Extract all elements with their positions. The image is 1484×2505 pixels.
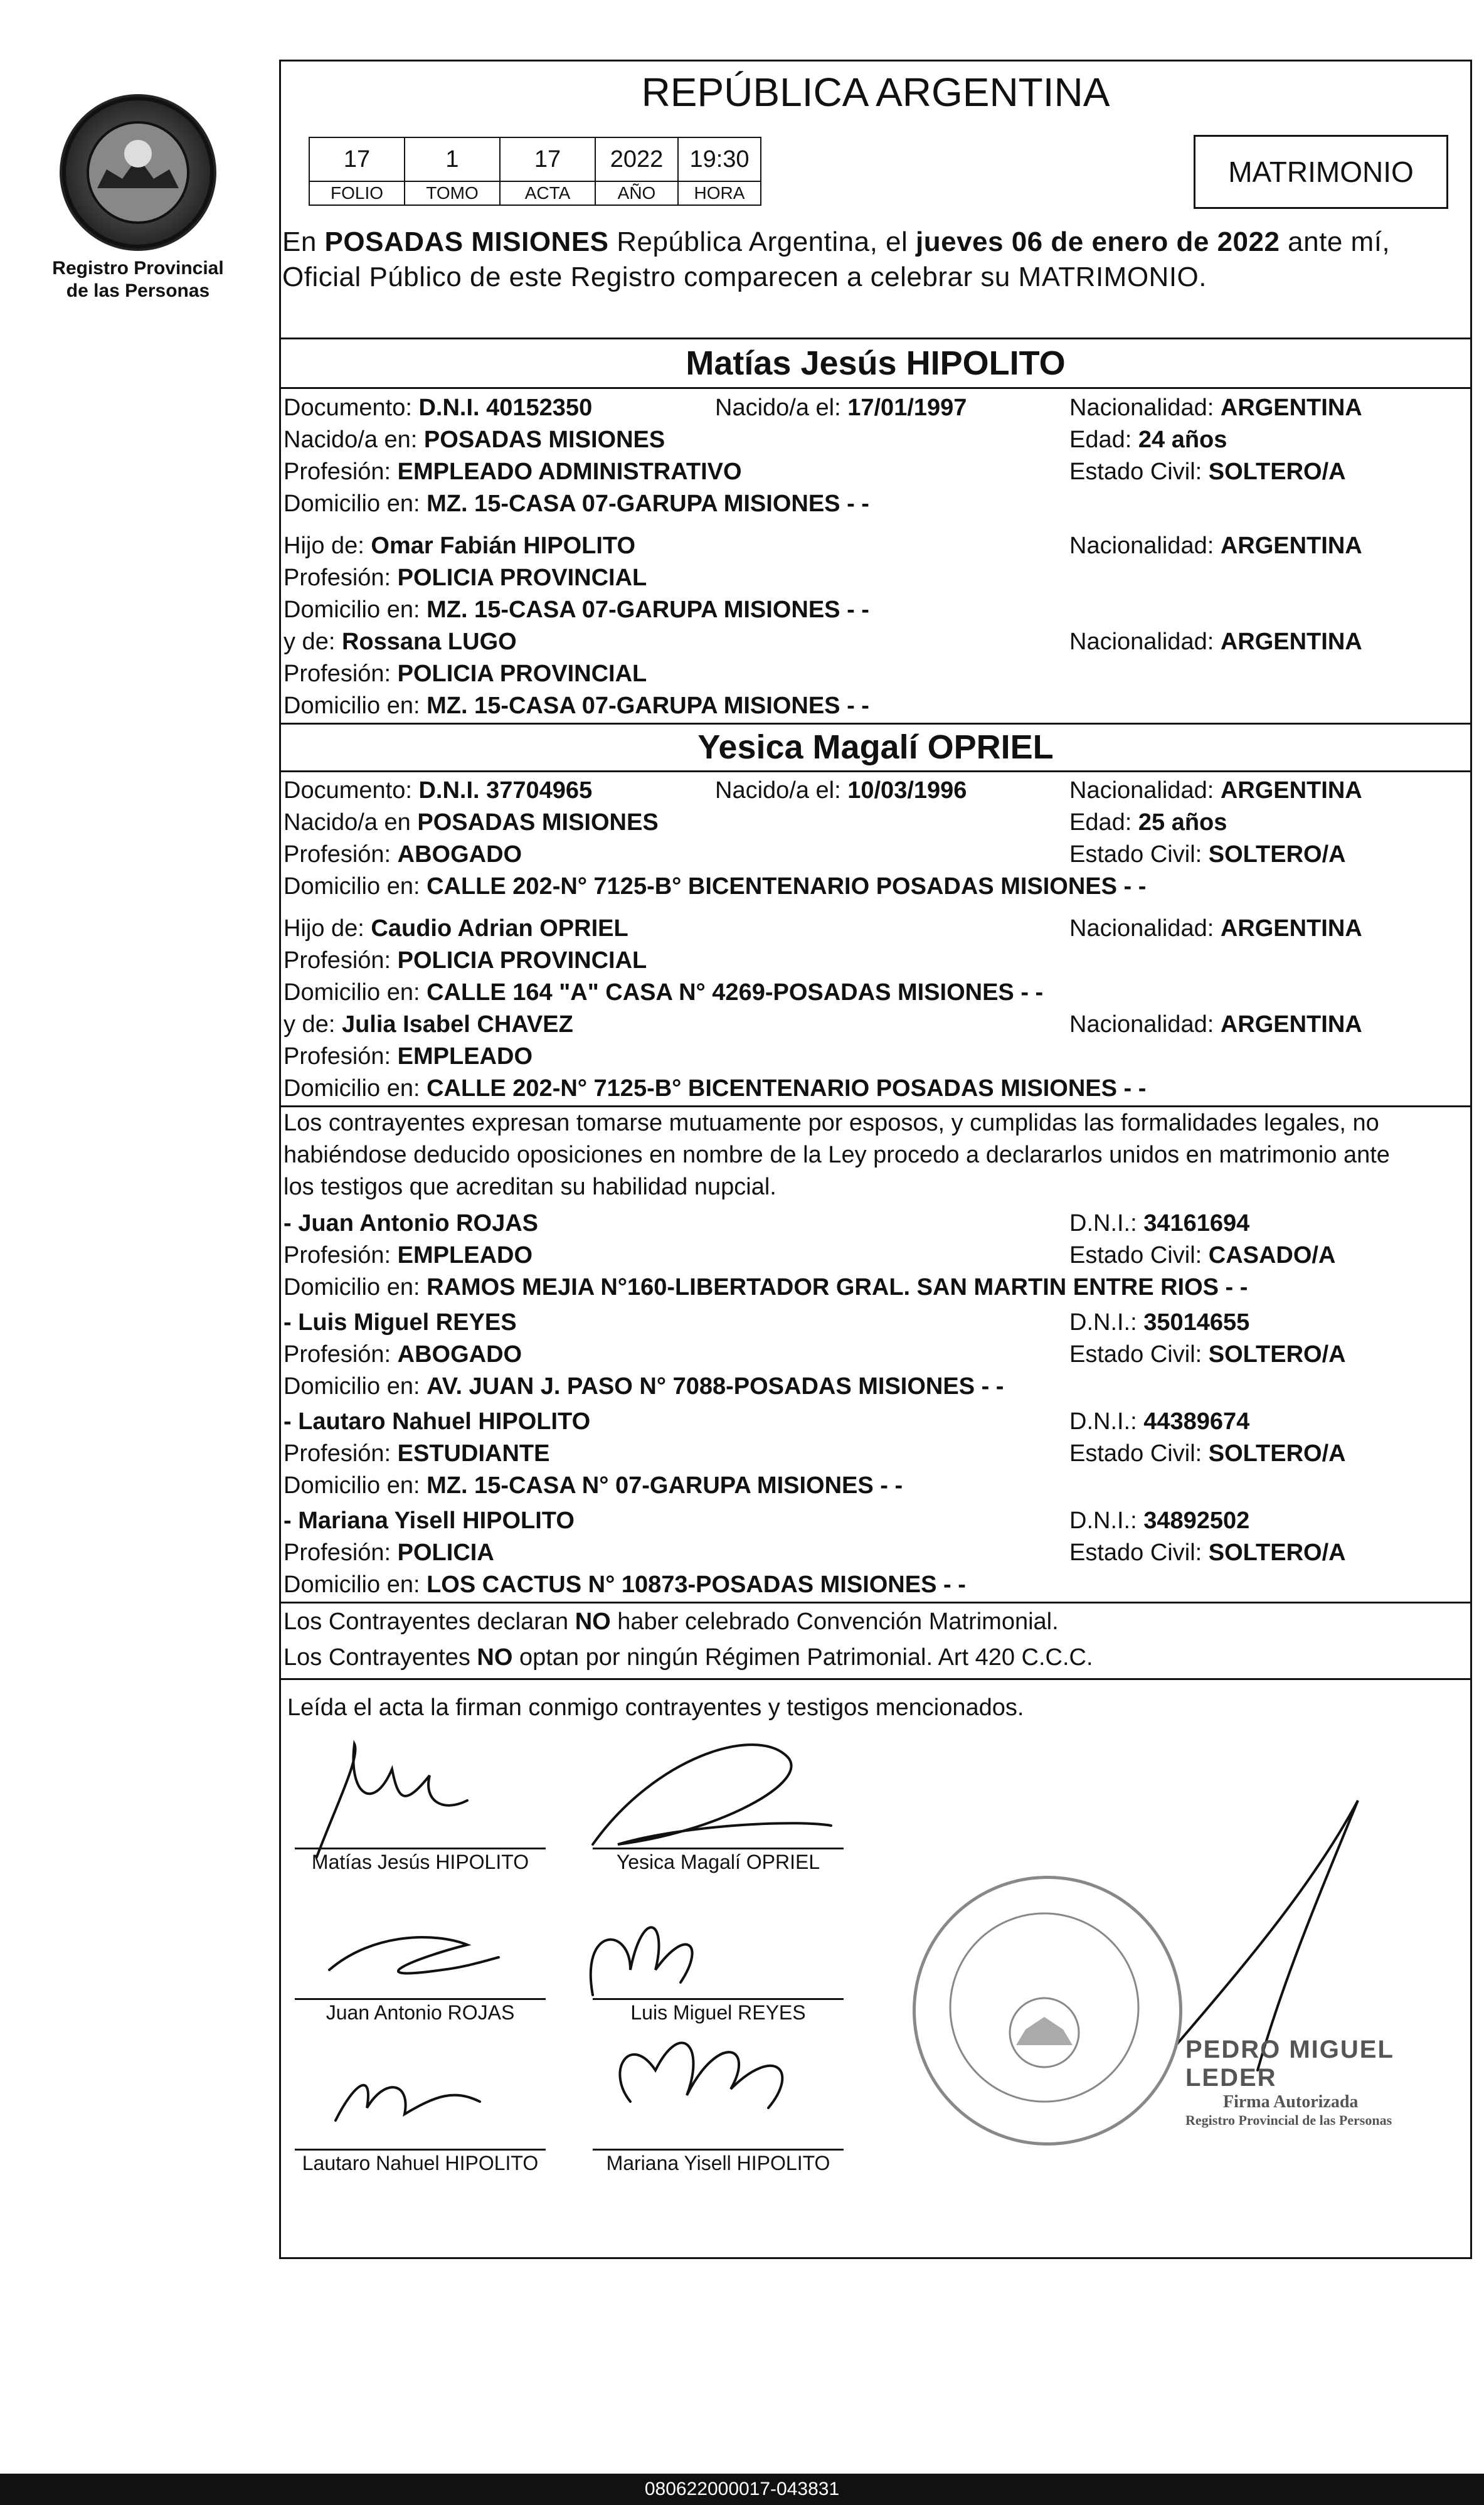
field-value: D.N.I. 40152350 xyxy=(418,395,593,421)
field-label: D.N.I.: xyxy=(1069,1210,1144,1237)
signature-6 xyxy=(620,2043,782,2108)
field-label: Nacionalidad: xyxy=(1069,629,1221,655)
field-value: D.N.I. 37704965 xyxy=(418,777,593,804)
field-label: Estado Civil: xyxy=(1069,459,1209,485)
field-value: CASADO/A xyxy=(1208,1242,1336,1268)
witness-3-name: - Lautaro Nahuel HIPOLITO xyxy=(284,1408,591,1435)
spouse1-age xyxy=(1069,424,1227,455)
declaration-line-3: los testigos que acreditan su habilidad nupcial. xyxy=(284,1174,776,1200)
witness-4-civil-status xyxy=(1069,1537,1346,1568)
tomo-value: 1 xyxy=(405,137,500,181)
spouse2-nationality xyxy=(1069,775,1362,806)
spouse1-civil-status xyxy=(1069,456,1346,487)
spouse2-born xyxy=(715,775,967,806)
signature-line xyxy=(295,1998,546,2000)
field-value: POLICIA PROVINCIAL xyxy=(397,661,647,687)
field-value: ARGENTINA xyxy=(1220,1011,1362,1038)
regime-text: Los Contrayentes xyxy=(284,1644,477,1671)
field-value: ARGENTINA xyxy=(1220,533,1362,559)
field-label: Estado Civil: xyxy=(1069,1440,1209,1467)
field-value: MZ. 15-CASA 07-GARUPA MISIONES - - xyxy=(427,597,869,623)
spouse1-mother-nationality xyxy=(1069,626,1362,657)
witness-3-profession xyxy=(284,1438,549,1469)
field-label: D.N.I.: xyxy=(1069,1508,1144,1534)
field-value: Rossana LUGO xyxy=(341,629,517,655)
field-label: Domicilio en: xyxy=(284,979,427,1006)
official-office: Registro Provincial de las Personas xyxy=(1185,2112,1392,2128)
field-value: CALLE 202-N° 7125-B° BICENTENARIO POSADAS MISIONES - - xyxy=(427,873,1147,900)
field-value: POLICIA PROVINCIAL xyxy=(397,947,647,974)
witness-3-dni xyxy=(1069,1406,1249,1437)
field-label: Estado Civil: xyxy=(1069,1540,1209,1566)
field-label: Edad: xyxy=(1069,427,1138,453)
spouse1-mother xyxy=(284,626,517,657)
field-label: Profesión: xyxy=(284,1440,398,1467)
spouse1-address xyxy=(284,488,869,519)
divider xyxy=(279,723,1472,725)
field-label: Hijo de: xyxy=(284,533,371,559)
spouse2-name: Yesica Magalí OPRIEL xyxy=(697,728,1054,766)
field-label: Nacionalidad: xyxy=(1069,777,1221,804)
field-label: y de: xyxy=(284,629,342,655)
divider xyxy=(279,1602,1472,1604)
spouse2-address xyxy=(284,871,1146,902)
signature-label-1: Matías Jesús HIPOLITO xyxy=(311,1851,529,1873)
intro-text: En xyxy=(282,226,325,257)
official-signature xyxy=(1176,1800,1358,2070)
witness-1-profession xyxy=(284,1240,533,1271)
spouse1-father-address xyxy=(284,594,869,625)
witness-2-civil-status xyxy=(1069,1339,1346,1370)
witness-2-dni xyxy=(1069,1307,1249,1338)
field-value: 25 años xyxy=(1138,809,1227,836)
witness-3-civil-status xyxy=(1069,1438,1346,1469)
field-label: Nacido/a el: xyxy=(715,777,848,804)
field-label: Domicilio en: xyxy=(284,1075,427,1102)
field-value: ARGENTINA xyxy=(1220,915,1362,942)
spouse1-mother-profession xyxy=(284,658,647,689)
field-value: MZ. 15-CASA N° 07-GARUPA MISIONES - - xyxy=(427,1472,903,1499)
field-label: Nacionalidad: xyxy=(1069,915,1221,942)
field-value: LOS CACTUS N° 10873-POSADAS MISIONES - - xyxy=(427,1572,966,1598)
field-label: Profesión: xyxy=(284,459,398,485)
folio-value: 17 xyxy=(309,137,405,181)
field-label: Documento: xyxy=(284,395,419,421)
field-value: SOLTERO/A xyxy=(1208,1540,1346,1566)
field-value: 34892502 xyxy=(1143,1508,1250,1534)
signatures-intro: Leída el acta la firman conmigo contrayentes y testigos mencionados. xyxy=(287,1694,1024,1721)
witness-1-dni xyxy=(1069,1208,1249,1239)
intro-line-2: Oficial Público de este Registro comparecen a celebrar su MATRIMONIO. xyxy=(282,262,1207,292)
stamp-seal-icon xyxy=(913,1876,1176,2139)
divider xyxy=(279,387,1472,389)
field-value: ARGENTINA xyxy=(1220,395,1362,421)
field-label: Domicilio en: xyxy=(284,1472,427,1499)
field-value: Julia Isabel CHAVEZ xyxy=(341,1011,573,1038)
field-value: ABOGADO xyxy=(397,1341,522,1368)
field-value: Caudio Adrian OPRIEL xyxy=(371,915,628,942)
anio-value: 2022 xyxy=(595,137,678,181)
field-value: 44389674 xyxy=(1143,1408,1250,1435)
field-label: Domicilio en: xyxy=(284,693,427,719)
field-label: Nacido/a en xyxy=(284,809,418,836)
spouse2-mother-profession xyxy=(284,1041,533,1072)
field-label: Profesión: xyxy=(284,1540,398,1566)
field-value: Omar Fabián HIPOLITO xyxy=(371,533,636,559)
witness-2-profession xyxy=(284,1339,522,1370)
spouse2-mother xyxy=(284,1009,573,1040)
field-value: MZ. 15-CASA 07-GARUPA MISIONES - - xyxy=(427,491,869,517)
field-label: Domicilio en: xyxy=(284,873,427,900)
field-value: 17/01/1997 xyxy=(847,395,967,421)
spouse1-father xyxy=(284,530,635,561)
signature-label-6: Mariana Yisell HIPOLITO xyxy=(606,2152,830,2174)
acta-value: 17 xyxy=(500,137,595,181)
field-label: Estado Civil: xyxy=(1069,1242,1209,1268)
spouse1-nationality xyxy=(1069,392,1362,423)
field-value: 10/03/1996 xyxy=(847,777,967,804)
spouse1-document xyxy=(284,392,592,423)
folio-label: FOLIO xyxy=(309,181,405,205)
field-label: Nacionalidad: xyxy=(1069,1011,1221,1038)
witness-4-dni xyxy=(1069,1505,1249,1536)
field-value: EMPLEADO xyxy=(397,1242,533,1268)
caption-line-1: Registro Provincial xyxy=(52,258,224,279)
signature-line xyxy=(295,2149,546,2151)
signature-line xyxy=(593,1848,844,1849)
field-label: D.N.I.: xyxy=(1069,1309,1144,1336)
field-value: POSADAS MISIONES xyxy=(423,427,665,453)
witness-1-address xyxy=(284,1272,1248,1303)
spouse2-profession xyxy=(284,839,522,870)
field-value: ABOGADO xyxy=(397,841,522,868)
signature-label-5: Lautaro Nahuel HIPOLITO xyxy=(302,2152,539,2174)
field-label: Profesión: xyxy=(284,1043,398,1070)
intro-text: ante mí, xyxy=(1280,226,1391,257)
anio-label: AÑO xyxy=(595,181,678,205)
field-value: POSADAS MISIONES xyxy=(417,809,659,836)
spouse1-father-nationality xyxy=(1069,530,1362,561)
signature-2 xyxy=(593,1745,831,1844)
spouse1-name: Matías Jesús HIPOLITO xyxy=(686,344,1066,382)
regime-line-1 xyxy=(284,1606,1059,1637)
field-value: SOLTERO/A xyxy=(1208,1341,1346,1368)
signature-label-4: Luis Miguel REYES xyxy=(630,2001,806,2024)
field-label: Estado Civil: xyxy=(1069,1341,1209,1368)
hora-value: 19:30 xyxy=(678,137,761,181)
field-label: Documento: xyxy=(284,777,419,804)
intro-text: República Argentina, el xyxy=(608,226,916,257)
field-value: EMPLEADO xyxy=(397,1043,533,1070)
signature-line xyxy=(593,1998,844,2000)
regime-text: haber celebrado Convención Matrimonial. xyxy=(610,1609,1059,1635)
document-code: 080622000017-043831 xyxy=(644,2479,840,2499)
spouse2-age xyxy=(1069,807,1227,838)
divider xyxy=(279,770,1472,772)
intro-date: jueves 06 de enero de 2022 xyxy=(916,226,1280,257)
field-label: Edad: xyxy=(1069,809,1138,836)
declaration-line-2: habiéndose deducido oposiciones en nombre de la Ley procedo a declararlos unidos en matrimonio ante xyxy=(284,1142,1390,1168)
registry-logo xyxy=(31,94,245,302)
witness-2-name: - Luis Miguel REYES xyxy=(284,1309,517,1336)
field-value: RAMOS MEJIA N°160-LIBERTADOR GRAL. SAN MARTIN ENTRE RIOS - - xyxy=(427,1274,1248,1300)
witness-3-address xyxy=(284,1470,903,1501)
official-stamp xyxy=(913,1876,1182,2146)
signature-4 xyxy=(591,1927,692,1995)
witness-1-civil-status xyxy=(1069,1240,1335,1271)
spouse2-document xyxy=(284,775,592,806)
signature-line xyxy=(593,2149,844,2151)
divider xyxy=(279,1678,1472,1680)
witness-1-name: - Juan Antonio ROJAS xyxy=(284,1210,539,1237)
signature-1 xyxy=(317,1744,467,1857)
witness-4-address xyxy=(284,1569,966,1600)
regime-line-2 xyxy=(284,1642,1093,1673)
spouse1-profession xyxy=(284,456,742,487)
field-value: CALLE 164 "A" CASA N° 4269-POSADAS MISIONES - - xyxy=(427,979,1044,1006)
province-seal-icon xyxy=(60,94,216,251)
field-label: Domicilio en: xyxy=(284,1572,427,1598)
spouse1-mother-address xyxy=(284,690,869,721)
field-label: Nacionalidad: xyxy=(1069,533,1221,559)
record-table xyxy=(309,137,761,206)
tomo-label: TOMO xyxy=(405,181,500,205)
witness-4-profession xyxy=(284,1537,494,1568)
field-value: ARGENTINA xyxy=(1220,629,1362,655)
hora-label: HORA xyxy=(678,181,761,205)
field-value: SOLTERO/A xyxy=(1208,841,1346,868)
field-label: Profesión: xyxy=(284,947,398,974)
regime-text: Los Contrayentes declaran xyxy=(284,1609,575,1635)
document-code-bar xyxy=(0,2474,1484,2505)
signature-label-3: Juan Antonio ROJAS xyxy=(326,2001,515,2024)
spouse2-mother-nationality xyxy=(1069,1009,1362,1040)
intro-paragraph xyxy=(282,225,1468,295)
field-value: SOLTERO/A xyxy=(1208,459,1346,485)
field-label: Profesión: xyxy=(284,661,398,687)
spouse1-born xyxy=(715,392,967,423)
signature-3 xyxy=(329,1937,499,1973)
field-label: Hijo de: xyxy=(284,915,371,942)
field-label: Profesión: xyxy=(284,1341,398,1368)
field-label: Nacido/a en: xyxy=(284,427,424,453)
field-value: POLICIA PROVINCIAL xyxy=(397,565,647,591)
field-value: MZ. 15-CASA 07-GARUPA MISIONES - - xyxy=(427,693,869,719)
spouse2-father xyxy=(284,913,628,944)
spouse1-birthplace xyxy=(284,424,665,455)
spouse2-father-profession xyxy=(284,945,647,976)
field-label: Nacionalidad: xyxy=(1069,395,1221,421)
field-value: SOLTERO/A xyxy=(1208,1440,1346,1467)
field-label: Domicilio en: xyxy=(284,1373,427,1400)
signature-5 xyxy=(336,2085,480,2120)
declaration-line-1: Los contrayentes expresan tomarse mutuamente por esposos, y cumplidas las formalidades legales, no xyxy=(284,1110,1379,1136)
page-title: REPÚBLICA ARGENTINA xyxy=(641,70,1110,115)
caption-line-2: de las Personas xyxy=(66,280,210,301)
field-value: AV. JUAN J. PASO N° 7088-POSADAS MISIONES - - xyxy=(427,1373,1004,1400)
official-name: PEDRO MIGUEL LEDER xyxy=(1185,2036,1394,2092)
signature-label-2: Yesica Magalí OPRIEL xyxy=(616,1851,820,1873)
regime-no: NO xyxy=(477,1644,513,1671)
regime-text: optan por ningún Régimen Patrimonial. Art 420 C.C.C. xyxy=(512,1644,1093,1671)
field-value: 35014655 xyxy=(1143,1309,1250,1336)
spouse2-father-nationality xyxy=(1069,913,1362,944)
field-value: ARGENTINA xyxy=(1220,777,1362,804)
spouse2-birthplace xyxy=(284,807,659,838)
registry-caption xyxy=(31,257,245,302)
field-label: Domicilio en: xyxy=(284,491,427,517)
field-value: ESTUDIANTE xyxy=(397,1440,550,1467)
field-label: Nacido/a el: xyxy=(715,395,848,421)
field-value: 34161694 xyxy=(1143,1210,1250,1237)
spouse1-father-profession xyxy=(284,562,647,593)
witness-4-name: - Mariana Yisell HIPOLITO xyxy=(284,1508,575,1534)
record-type-box: MATRIMONIO xyxy=(1194,135,1448,209)
field-label: y de: xyxy=(284,1011,342,1038)
spouse2-mother-address xyxy=(284,1073,1146,1104)
spouse2-civil-status xyxy=(1069,839,1346,870)
regime-no: NO xyxy=(575,1609,611,1635)
field-label: Estado Civil: xyxy=(1069,841,1209,868)
acta-label: ACTA xyxy=(500,181,595,205)
field-label: Profesión: xyxy=(284,1242,398,1268)
field-label: Domicilio en: xyxy=(284,1274,427,1300)
field-label: Profesión: xyxy=(284,565,398,591)
field-label: D.N.I.: xyxy=(1069,1408,1144,1435)
field-value: CALLE 202-N° 7125-B° BICENTENARIO POSADAS MISIONES - - xyxy=(427,1075,1147,1102)
field-value: POLICIA xyxy=(397,1540,494,1566)
spouse2-father-address xyxy=(284,977,1043,1008)
witness-2-address xyxy=(284,1371,1004,1402)
field-value: EMPLEADO ADMINISTRATIVO xyxy=(397,459,742,485)
field-label: Profesión: xyxy=(284,841,398,868)
field-label: Domicilio en: xyxy=(284,597,427,623)
field-value: 24 años xyxy=(1138,427,1227,453)
divider xyxy=(279,338,1472,339)
authorized-signatory xyxy=(1185,2036,1461,2129)
official-title: Firma Autorizada xyxy=(1223,2092,1359,2112)
intro-place: POSADAS MISIONES xyxy=(324,226,609,257)
signature-line xyxy=(295,1848,546,1849)
